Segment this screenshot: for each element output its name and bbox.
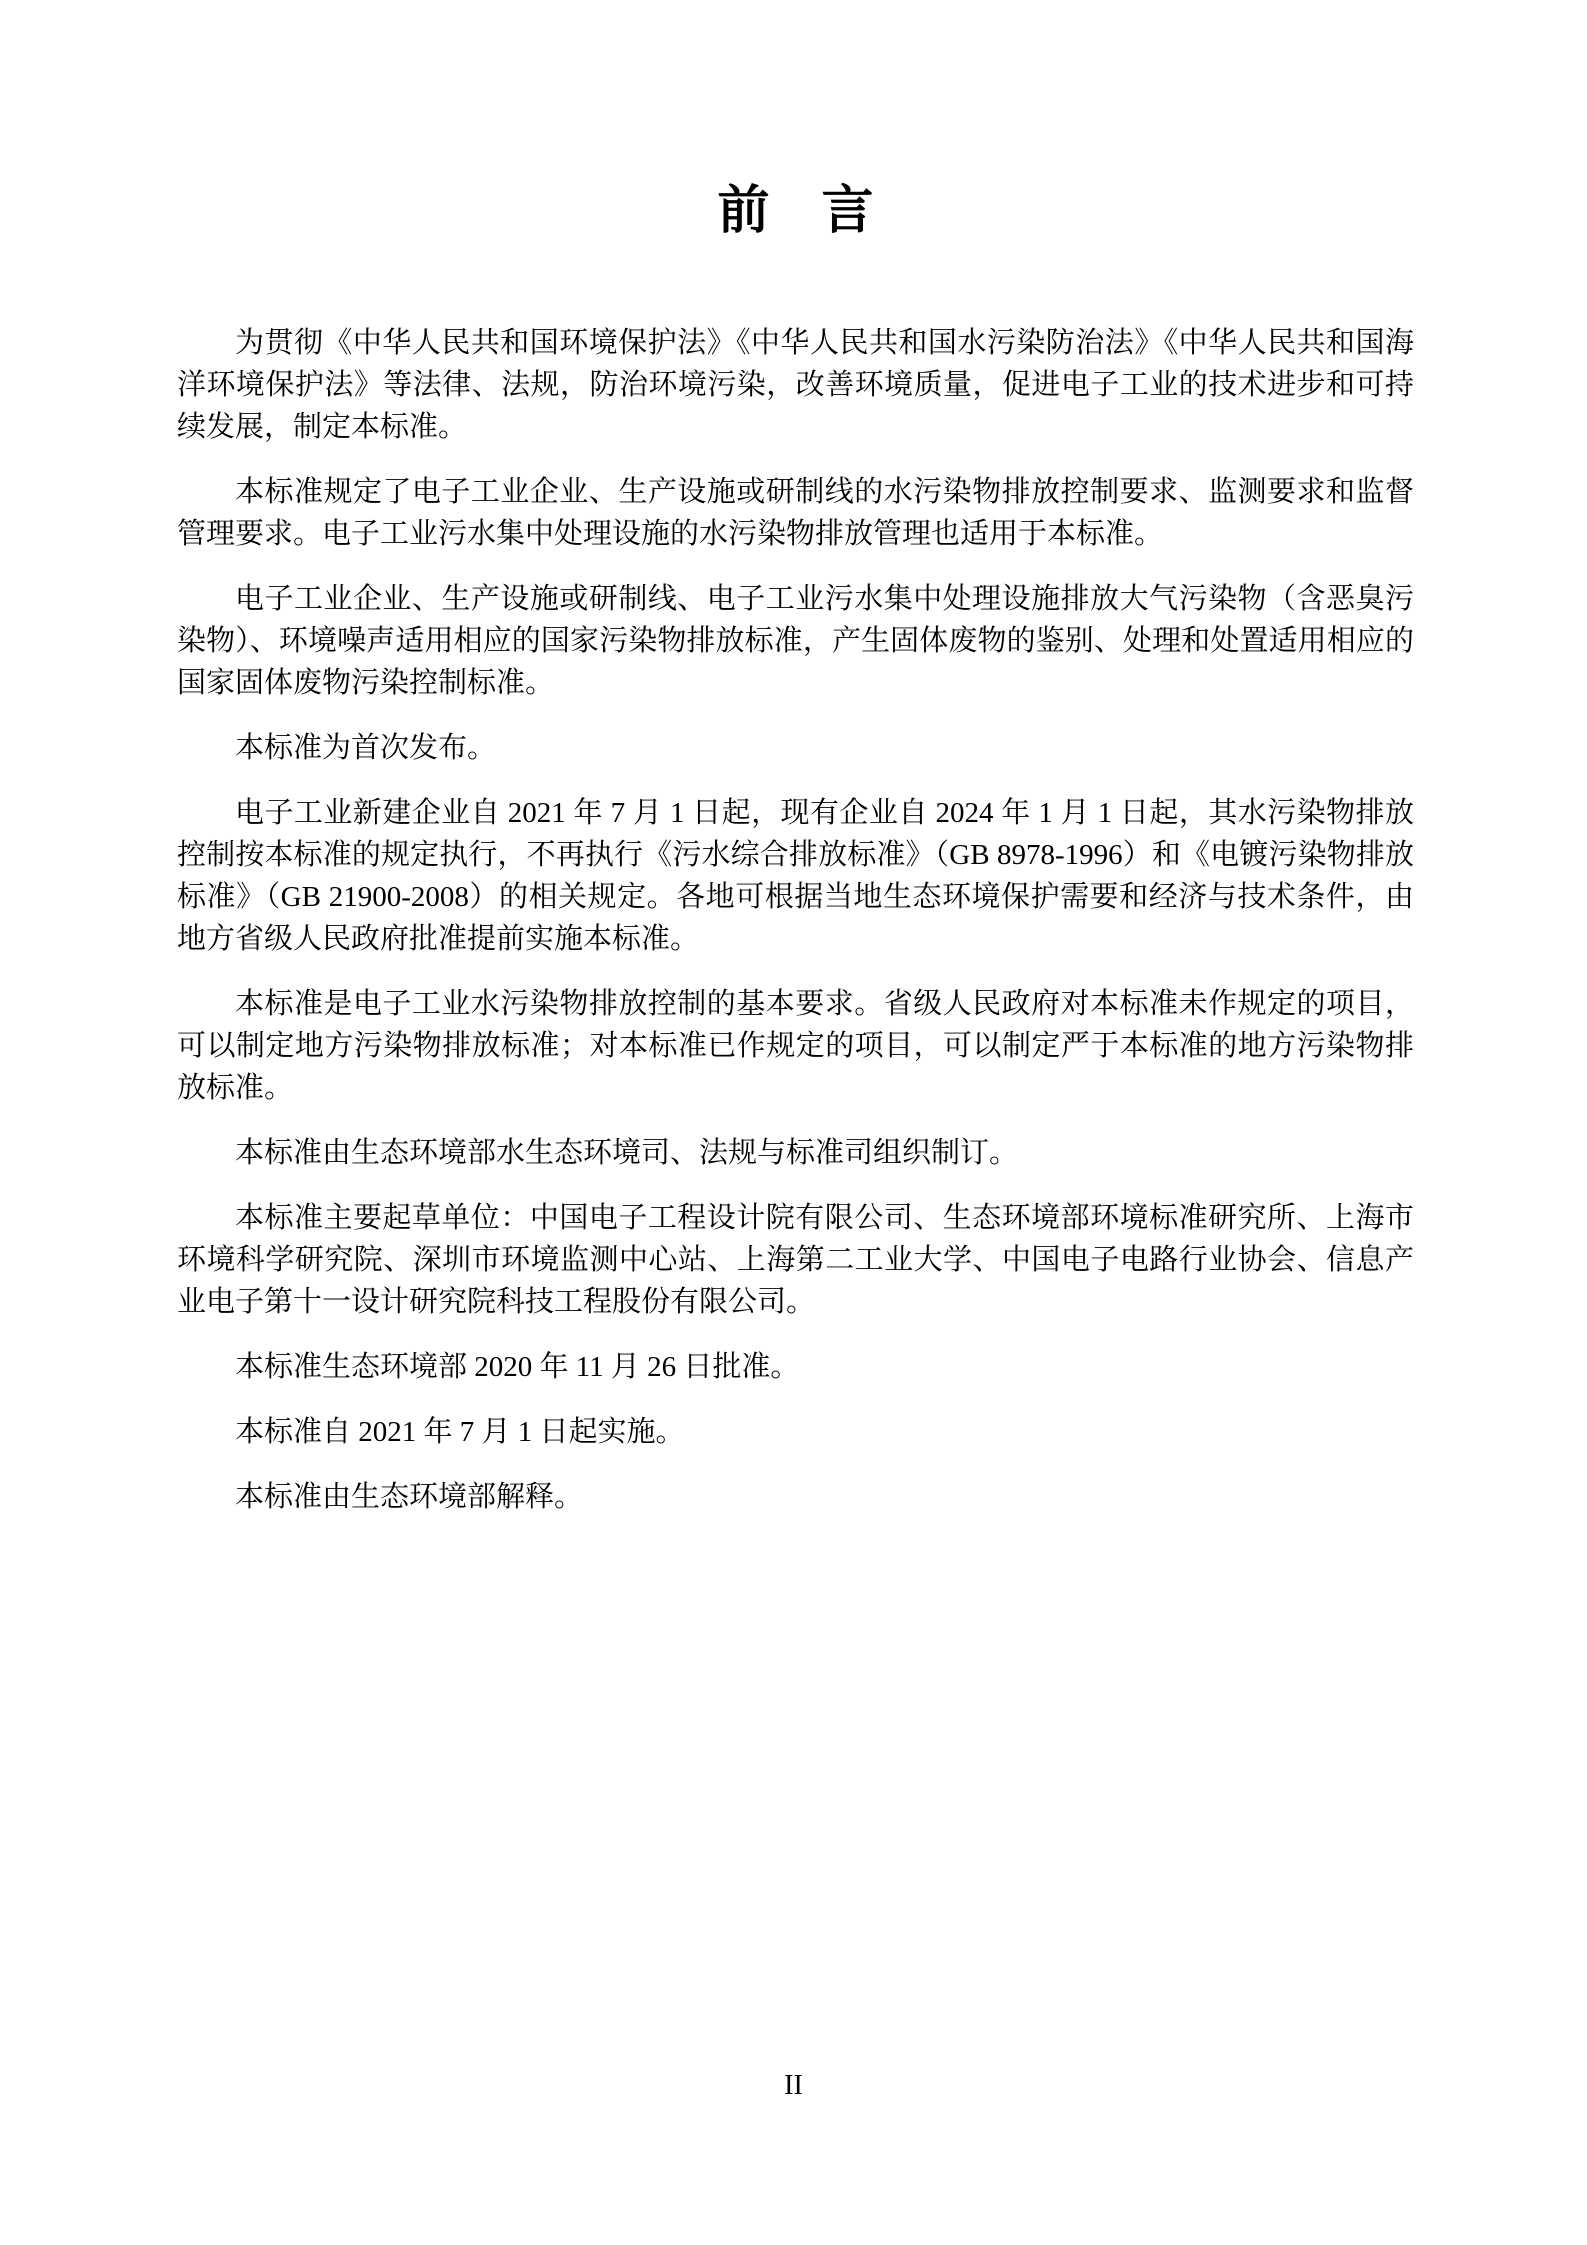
paragraph-scope: 本标准规定了电子工业企业、生产设施或研制线的水污染物排放控制要求、监测要求和监督管理要求。电子工业污水集中处理设施的水污染物排放管理也适用于本标准。: [177, 476, 1414, 550]
paragraph-approval-date: 本标准生态环境部 2020 年 11 月 26 日批准。: [235, 1351, 800, 1383]
paragraph-purpose: 为贯彻《中华人民共和国环境保护法》《中华人民共和国水污染防治法》《中华人民共和国海洋环境保护法》等法律、法规，防治环境污染，改善环境质量，促进电子工业的技术进步和可持续发展，制定本标准。: [177, 327, 1414, 443]
paragraph-organizers: 本标准由生态环境部水生态环境司、法规与标准司组织制订。: [235, 1137, 1019, 1169]
paragraph-effective-date: 本标准自 2021 年 7 月 1 日起实施。: [235, 1416, 685, 1448]
paragraph-local-standards: 本标准是电子工业水污染物排放控制的基本要求。省级人民政府对本标准未作规定的项目，可以制定地方污染物排放标准；对本标准已作规定的项目，可以制定严于本标准的地方污染物排放标准。: [177, 988, 1414, 1104]
paragraph-drafting-units: 本标准主要起草单位：中国电子工程设计院有限公司、生态环境部环境标准研究所、上海市环境科学研究院、深圳市环境监测中心站、上海第二工业大学、中国电子电路行业协会、信息产业电子第十一设计研究院科技工程股份有限公司。: [177, 1202, 1414, 1318]
page-number: II: [784, 2070, 803, 2101]
page-title: 前 言: [717, 182, 874, 240]
page-content: [177, 0, 1414, 1541]
paragraph-related-standards: 电子工业企业、生产设施或研制线、电子工业污水集中处理设施排放大气污染物（含恶臭污染物）、环境噪声适用相应的国家污染物排放标准，产生固体废物的鉴别、处理和处置适用相应的国家固体废物污染控制标准。: [177, 583, 1414, 699]
paragraph-implementation-dates: 电子工业新建企业自 2021 年 7 月 1 日起，现有企业自 2024 年 1 月 1 日起，其水污染物排放控制按本标准的规定执行，不再执行《污水综合排放标准》（GB 8978-1996）和《电镀污染物排放标准》（GB 21900-2008）的相关规定。各地可根据当地生态环境保护需要和经济与技术条件，由地方省级人民政府批准提前实施本标准。: [177, 797, 1414, 955]
paragraph-first-release: 本标准为首次发布。: [235, 732, 497, 764]
paragraph-interpretation: 本标准由生态环境部解释。: [235, 1481, 584, 1513]
